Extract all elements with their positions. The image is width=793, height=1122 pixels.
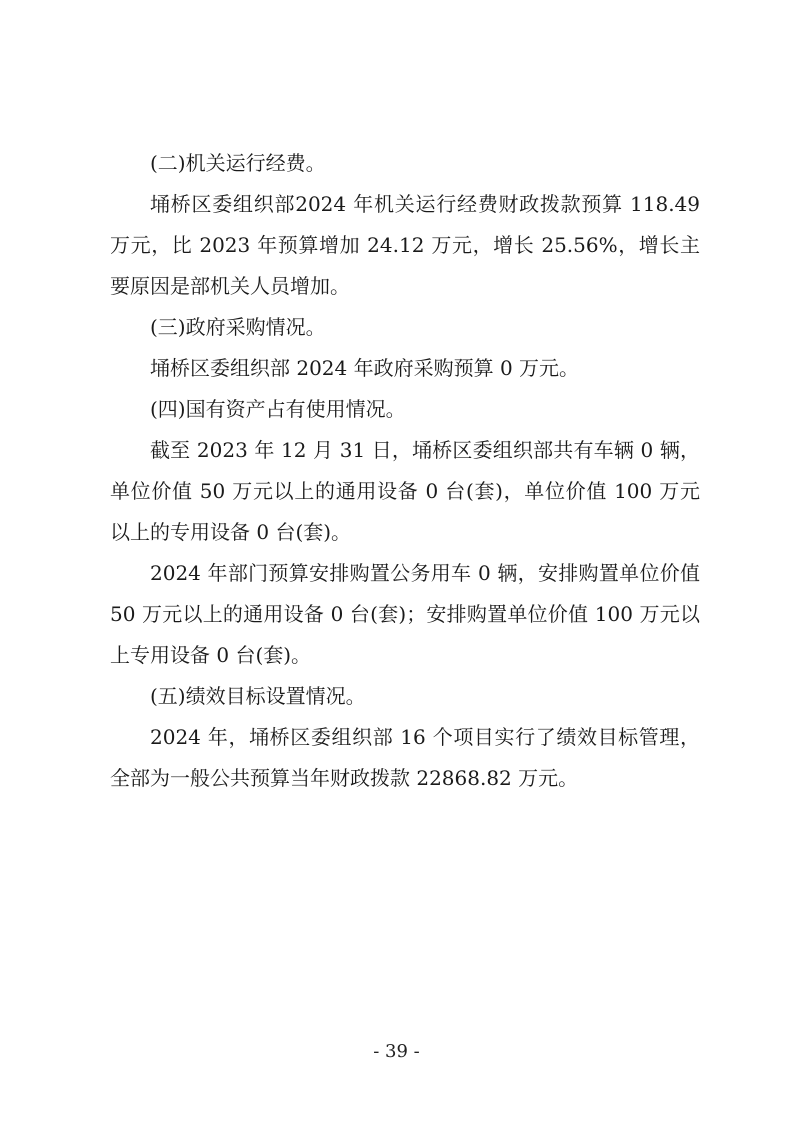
paragraph-state-assets: 截至 2023 年 12 月 31 日，埇桥区委组织部共有车辆 0 辆，单位价值 50 万元以上的通用设备 0 台(套)，单位价值 100 万元以上的专用设备 0 台(套)。 (110, 438, 700, 544)
page-number: - 39 - (373, 1041, 420, 1062)
section-heading-performance: (五)绩效目标设置情况。 (150, 684, 366, 708)
document-body (110, 143, 700, 799)
section-heading-operating-funds: (二)机关运行经费。 (150, 151, 326, 175)
section-heading-state-assets: (四)国有资产占有使用情况。 (150, 397, 406, 421)
section-heading-procurement: (三)政府采购情况。 (150, 315, 326, 339)
paragraph-operating-funds: 埇桥区委组织部2024 年机关运行经费财政拨款预算 118.49万元，比 2023 年预算增加 24.12 万元，增长 25.56%，增长主要原因是部机关人员增加。 (110, 192, 700, 298)
paragraph-procurement: 埇桥区委组织部 2024 年政府采购预算 0 万元。 (150, 356, 580, 380)
paragraph-purchase-plan: 2024 年部门预算安排购置公务用车 0 辆，安排购置单位价值 50 万元以上的通用设备 0 台(套)；安排购置单位价值 100 万元以上专用设备 0 台(套)。 (110, 561, 700, 667)
paragraph-performance: 2024 年，埇桥区委组织部 16 个项目实行了绩效目标管理，全部为一般公共预算当年财政拨款 22868.82 万元。 (110, 725, 700, 790)
